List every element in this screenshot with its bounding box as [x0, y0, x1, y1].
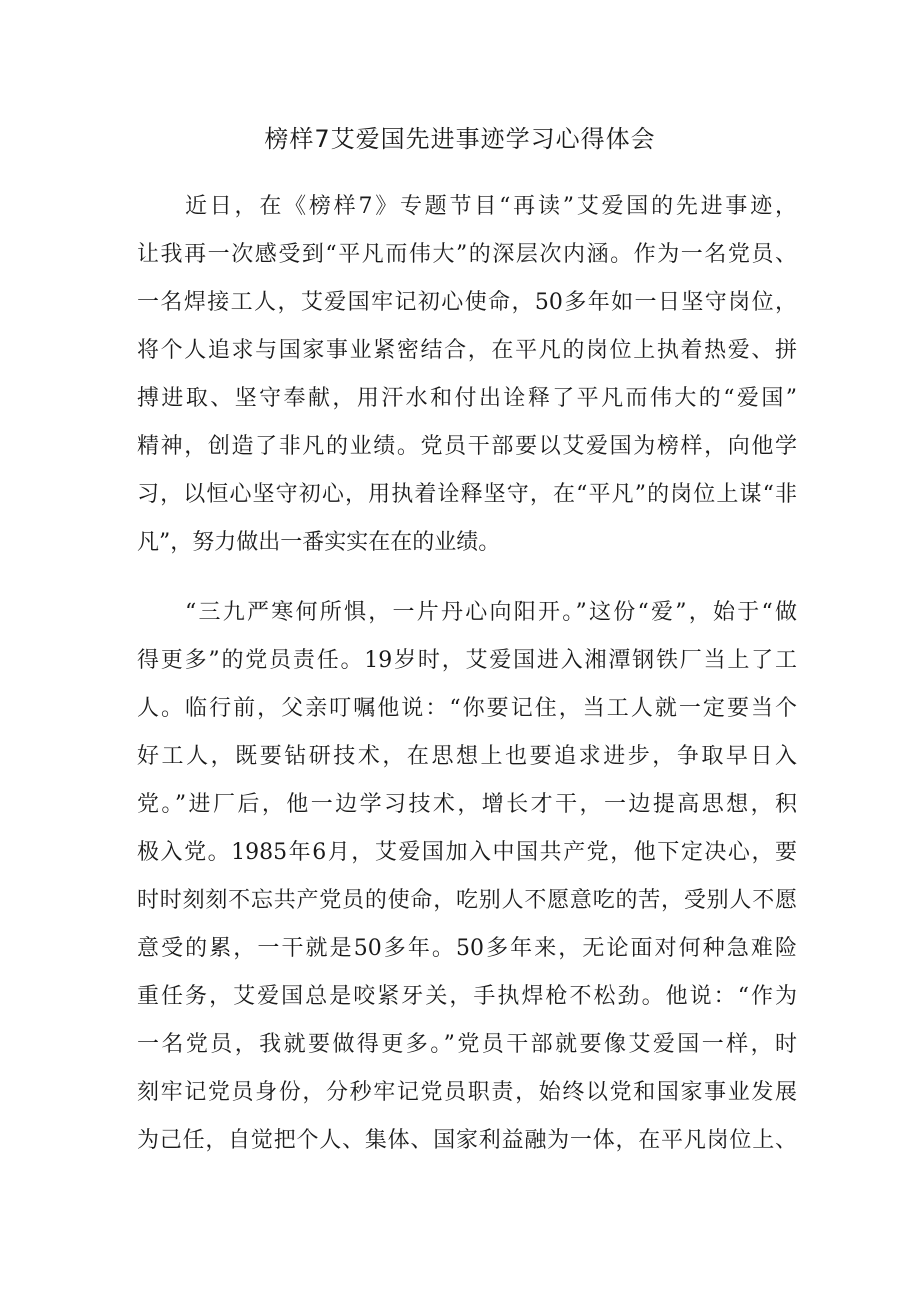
paragraph-line: 让我再一次感受到“平凡而伟大”的深层次内涵。作为一名党员、 [137, 242, 797, 267]
paragraph-line: 刻牢记党员身份，分秒牢记党员职责，始终以党和国家事业发展 [137, 1080, 797, 1105]
paragraph-line: 搏进取、坚守奉献，用汗水和付出诠释了平凡而伟大的“爱国” [137, 386, 797, 411]
paragraph-line: 将个人追求与国家事业紧密结合，在平凡的岗位上执着热爱、拼 [137, 338, 797, 363]
paragraph-line: 一名党员，我就要做得更多。”党员干部就要像艾爱国一样，时 [137, 1032, 797, 1057]
document-title: 榜样7艾爱国先进事迹学习心得体会 [264, 125, 656, 153]
paragraph-line: 为己任，自觉把个人、集体、国家利益融为一体，在平凡岗位上、 [137, 1128, 797, 1153]
paragraph-line: 凡”，努力做出一番实实在在的业绩。 [137, 530, 501, 555]
paragraph-line: 意受的累，一干就是50多年。50多年来，无论面对何种急难险 [137, 936, 797, 961]
paragraph-line: 人。临行前，父亲叮嘱他说：“你要记住，当工人就一定要当个 [137, 696, 797, 721]
paragraph-line: 极入党。1985年6月，艾爱国加入中国共产党，他下定决心，要 [137, 840, 797, 865]
paragraph-line: 得更多”的党员责任。19岁时，艾爱国进入湘潭钢铁厂当上了工 [137, 648, 797, 673]
paragraph-line: 重任务，艾爱国总是咬紧牙关，手执焊枪不松劲。他说：“作为 [137, 984, 797, 1009]
paragraph-line: 党。”进厂后，他一边学习技术，增长才干，一边提高思想，积 [137, 792, 797, 817]
paragraph-line: 精神，创造了非凡的业绩。党员干部要以艾爱国为榜样，向他学 [137, 434, 797, 459]
paragraph-line: 时时刻刻不忘共产党员的使命，吃别人不愿意吃的苦，受别人不愿 [137, 888, 797, 913]
paragraph-line: 一名焊接工人，艾爱国牢记初心使命，50多年如一日坚守岗位， [137, 290, 797, 315]
paragraph-line: 好工人，既要钻研技术，在思想上也要追求进步，争取早日入 [137, 744, 797, 769]
paragraph-line: 近日，在《榜样7》专题节目“再读”艾爱国的先进事迹， [185, 194, 797, 219]
paragraph-line: “三九严寒何所惧，一片丹心向阳开。”这份“爱”，始于“做 [185, 600, 797, 625]
paragraph-line: 习，以恒心坚守初心，用执着诠释坚守，在“平凡”的岗位上谋“非 [137, 482, 797, 507]
